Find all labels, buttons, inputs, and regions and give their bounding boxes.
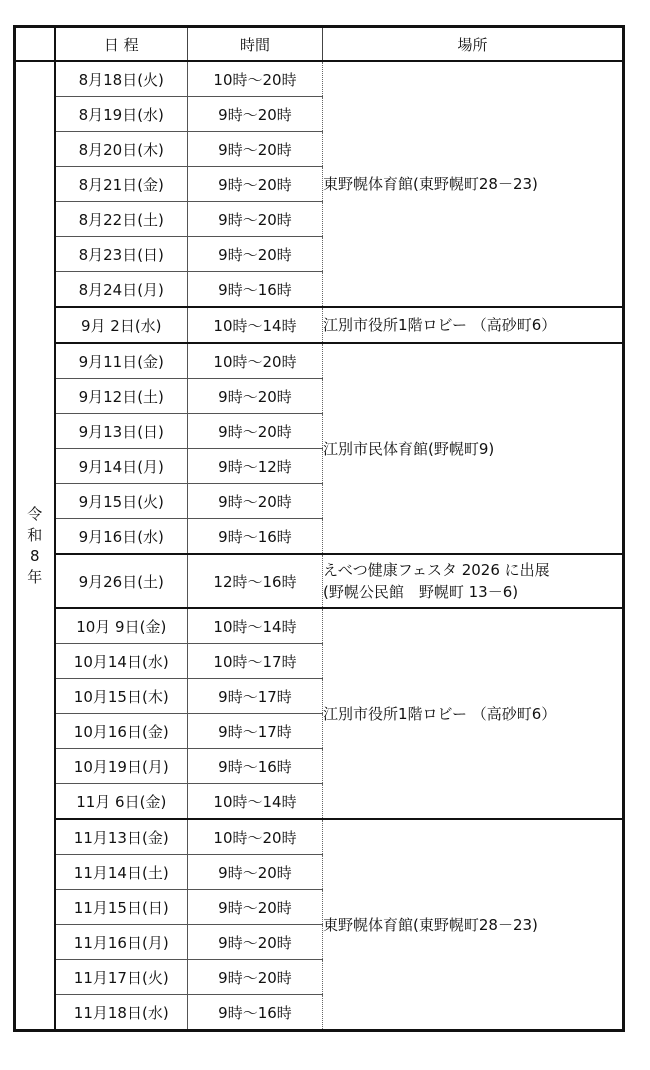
date-cell: 10月 9日(金) [55,608,188,644]
place-cell [323,307,624,343]
time-cell: 9時～16時 [188,519,323,555]
date-cell: 9月12日(土) [55,379,188,414]
date-cell: 11月13日(金) [55,819,188,855]
schedule-table [13,25,625,1032]
place-line: 江別市民体育館(野幌町9) [323,439,495,458]
date-cell: 9月16日(水) [55,519,188,555]
date-cell: 10月15日(木) [55,679,188,714]
era-character: 令 [27,504,43,523]
place-cell [323,608,624,819]
time-cell: 12時～16時 [188,554,323,608]
time-cell: 9時～20時 [188,379,323,414]
date-cell: 11月15日(日) [55,890,188,925]
time-header: 時間 [188,27,323,62]
place-line: 江別市役所1階ロビー （高砂町6） [323,316,557,334]
place-header: 場所 [323,27,624,62]
place-cell [323,554,624,608]
time-cell: 10時～17時 [188,644,323,679]
date-cell: 10月16日(金) [55,714,188,749]
date-cell: 8月20日(木) [55,132,188,167]
date-cell: 8月18日(火) [55,61,188,97]
schedule-row [15,343,624,379]
time-cell: 9時～17時 [188,714,323,749]
time-cell: 9時～20時 [188,960,323,995]
time-cell: 9時～12時 [188,449,323,484]
date-cell: 8月22日(土) [55,202,188,237]
schedule-row [15,608,624,644]
place-line: 江別市役所1階ロビー （高砂町6） [323,704,557,723]
time-cell: 10時～20時 [188,819,323,855]
time-cell: 9時～16時 [188,995,323,1031]
date-cell: 8月23日(日) [55,237,188,272]
time-cell: 10時～20時 [188,343,323,379]
time-cell: 9時～20時 [188,855,323,890]
date-cell: 11月18日(水) [55,995,188,1031]
date-cell: 9月13日(日) [55,414,188,449]
schedule-row [15,554,624,608]
date-cell: 8月21日(金) [55,167,188,202]
date-cell: 9月11日(金) [55,343,188,379]
date-cell: 11月 6日(金) [55,784,188,820]
schedule-body [15,61,624,1031]
time-cell: 9時～20時 [188,132,323,167]
date-header: 日 程 [55,27,188,62]
time-cell: 9時～20時 [188,237,323,272]
date-cell: 8月19日(水) [55,97,188,132]
era-character: 年 [27,567,43,586]
date-cell: 11月16日(月) [55,925,188,960]
time-cell: 9時～20時 [188,97,323,132]
place-cell [323,343,624,554]
date-cell: 9月15日(火) [55,484,188,519]
place-line: 東野幌体育館(東野幌町28－23) [323,175,538,193]
era-header-cell [15,27,55,62]
schedule-row [15,307,624,343]
date-cell: 11月17日(火) [55,960,188,995]
place-cell [323,819,624,1031]
time-cell: 9時～20時 [188,202,323,237]
era-character: 8 [29,546,40,565]
date-cell: 11月14日(土) [55,855,188,890]
era-label [15,61,55,1031]
time-cell: 9時～16時 [188,272,323,308]
schedule-row [15,61,624,97]
time-cell: 9時～20時 [188,484,323,519]
place-line: 東野幌体育館(東野幌町28－23) [323,915,538,934]
time-cell: 10時～14時 [188,307,323,343]
time-cell: 9時～20時 [188,414,323,449]
place-line: えべつ健康フェスタ 2026 に出展 [323,561,550,579]
era-character: 和 [27,525,43,544]
time-cell: 9時～20時 [188,890,323,925]
date-cell: 10月19日(月) [55,749,188,784]
time-cell: 9時～17時 [188,679,323,714]
schedule-row [15,819,624,855]
time-cell: 9時～20時 [188,167,323,202]
date-cell: 9月26日(土) [55,554,188,608]
place-line: (野幌公民館 野幌町 13－6) [323,583,519,601]
time-cell: 10時～20時 [188,61,323,97]
date-cell: 9月 2日(水) [55,307,188,343]
time-cell: 9時～20時 [188,925,323,960]
date-cell: 9月14日(月) [55,449,188,484]
date-cell: 10月14日(水) [55,644,188,679]
time-cell: 10時～14時 [188,784,323,820]
time-cell: 10時～14時 [188,608,323,644]
time-cell: 9時～16時 [188,749,323,784]
date-cell: 8月24日(月) [55,272,188,308]
place-cell [323,61,624,307]
header-row [15,27,624,62]
